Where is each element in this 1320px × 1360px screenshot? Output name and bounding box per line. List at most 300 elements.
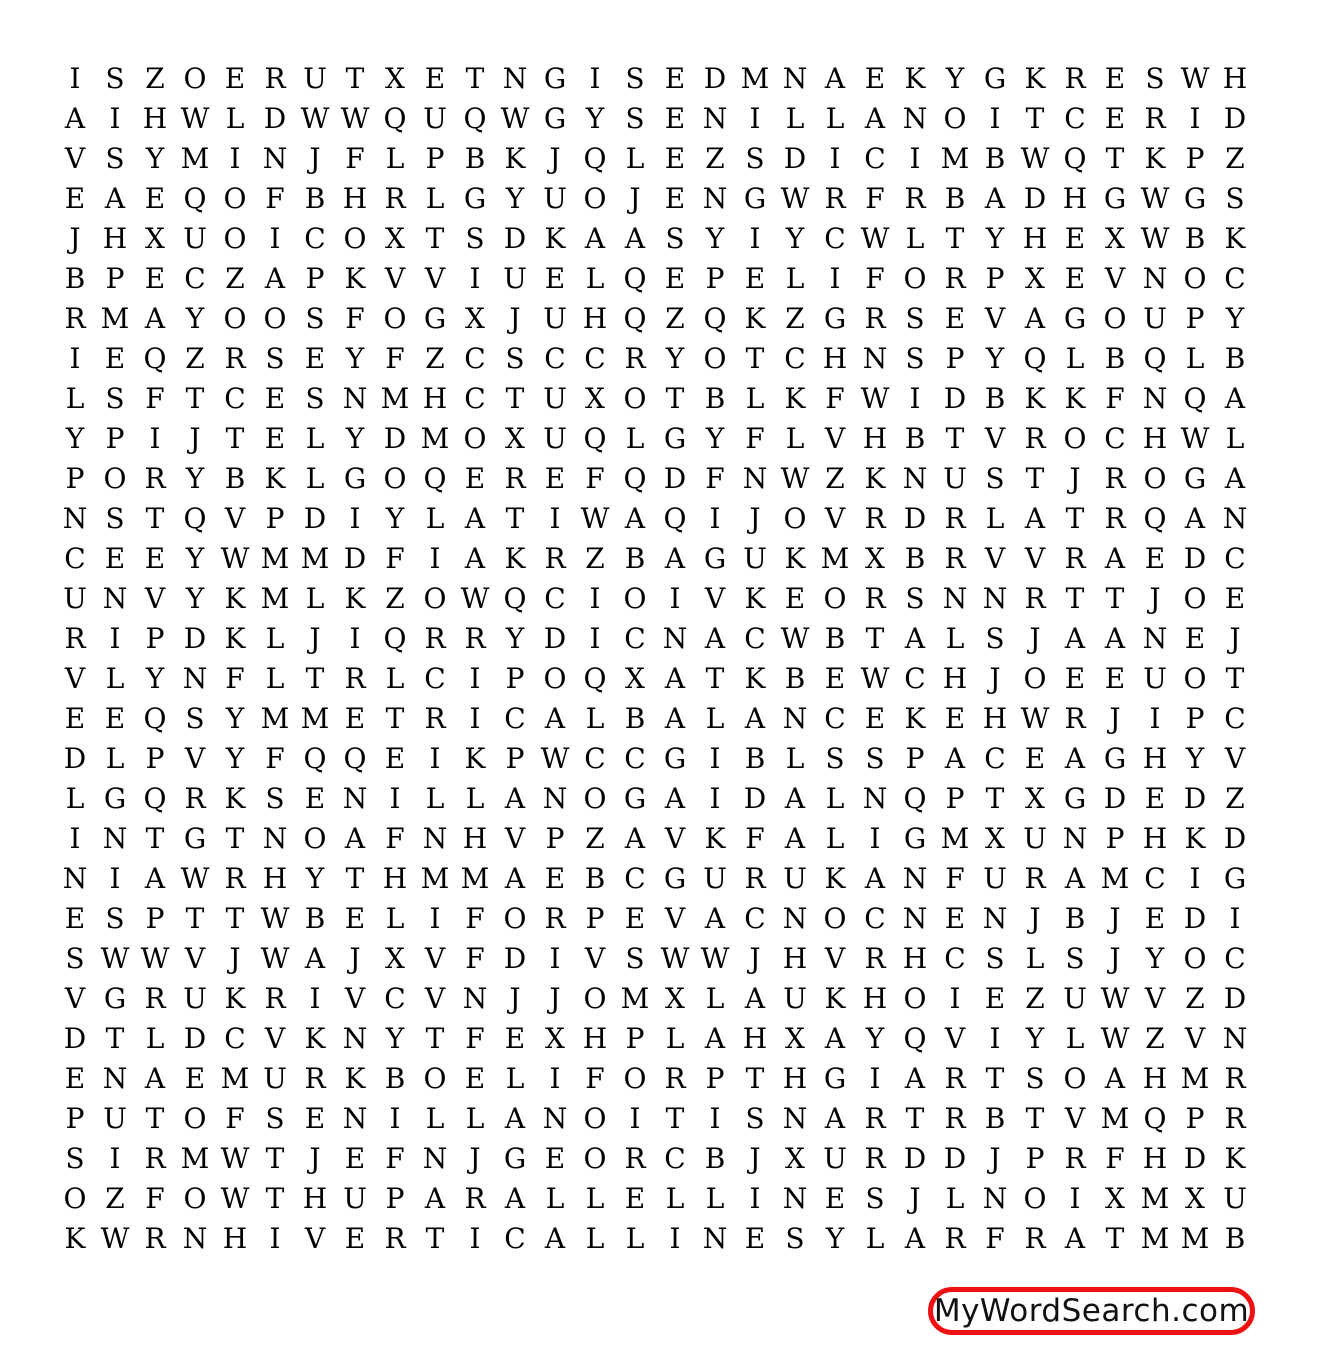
grid-cell-r22-c4[interactable]: T xyxy=(185,902,205,935)
grid-cell-r6-c16[interactable]: E xyxy=(664,262,686,295)
grid-cell-r9-c13[interactable]: U xyxy=(543,382,567,415)
grid-cell-r9-c23[interactable]: D xyxy=(943,382,967,415)
grid-cell-r22-c8[interactable]: E xyxy=(344,902,366,935)
grid-cell-r27-c17[interactable]: I xyxy=(709,1102,721,1135)
grid-cell-r9-c12[interactable]: T xyxy=(505,382,525,415)
grid-cell-r25-c30[interactable]: N xyxy=(1222,1022,1248,1055)
grid-cell-r1-c11[interactable]: T xyxy=(465,62,485,95)
grid-cell-r28-c7[interactable]: J xyxy=(309,1142,321,1175)
grid-cell-r8-c29[interactable]: L xyxy=(1185,342,1205,375)
grid-cell-r21-c25[interactable]: R xyxy=(1024,862,1046,895)
grid-cell-r1-c4[interactable]: O xyxy=(183,62,207,95)
grid-cell-r21-c11[interactable]: M xyxy=(460,862,490,895)
grid-cell-r20-c13[interactable]: P xyxy=(545,822,565,855)
grid-cell-r11-c21[interactable]: K xyxy=(864,462,886,495)
grid-cell-r12-c11[interactable]: A xyxy=(464,502,486,535)
grid-cell-r10-c12[interactable]: X xyxy=(505,422,525,455)
grid-cell-r11-c10[interactable]: Q xyxy=(423,462,447,495)
grid-cell-r23-c21[interactable]: R xyxy=(864,942,886,975)
grid-cell-r15-c25[interactable]: J xyxy=(1029,622,1041,655)
grid-cell-r7-c3[interactable]: A xyxy=(144,302,166,335)
grid-cell-r2-c4[interactable]: W xyxy=(180,102,210,135)
grid-cell-r14-c19[interactable]: E xyxy=(784,582,806,615)
grid-cell-r12-c12[interactable]: T xyxy=(505,502,525,535)
grid-cell-r14-c4[interactable]: Y xyxy=(185,582,205,615)
grid-cell-r20-c12[interactable]: V xyxy=(504,822,526,855)
grid-cell-r6-c19[interactable]: L xyxy=(785,262,805,295)
grid-cell-r15-c28[interactable]: N xyxy=(1142,622,1168,655)
grid-cell-r19-c5[interactable]: K xyxy=(224,782,246,815)
grid-cell-r1-c8[interactable]: T xyxy=(345,62,365,95)
grid-cell-r21-c8[interactable]: T xyxy=(345,862,365,895)
grid-cell-r13-c18[interactable]: U xyxy=(743,542,767,575)
grid-cell-r25-c10[interactable]: T xyxy=(425,1022,445,1055)
grid-cell-r10-c19[interactable]: L xyxy=(785,422,805,455)
grid-cell-r3-c19[interactable]: D xyxy=(783,142,807,175)
grid-cell-r21-c16[interactable]: G xyxy=(663,862,687,895)
grid-cell-r26-c30[interactable]: R xyxy=(1224,1062,1246,1095)
grid-cell-r17-c27[interactable]: J xyxy=(1109,702,1121,735)
grid-cell-r15-c2[interactable]: I xyxy=(109,622,121,655)
grid-cell-r13-c27[interactable]: A xyxy=(1104,542,1126,575)
grid-cell-r16-c7[interactable]: T xyxy=(305,662,325,695)
grid-cell-r20-c4[interactable]: G xyxy=(183,822,207,855)
grid-cell-r9-c3[interactable]: F xyxy=(145,382,165,415)
grid-cell-r30-c27[interactable]: T xyxy=(1105,1222,1125,1255)
grid-cell-r5-c22[interactable]: L xyxy=(905,222,925,255)
grid-cell-r3-c3[interactable]: Y xyxy=(145,142,165,175)
grid-cell-r27-c14[interactable]: O xyxy=(583,1102,607,1135)
grid-cell-r7-c13[interactable]: U xyxy=(543,302,567,335)
grid-cell-r13-c7[interactable]: M xyxy=(300,542,330,575)
grid-cell-r7-c25[interactable]: A xyxy=(1024,302,1046,335)
grid-cell-r7-c6[interactable]: O xyxy=(263,302,287,335)
grid-cell-r15-c22[interactable]: A xyxy=(904,622,926,655)
grid-cell-r24-c9[interactable]: C xyxy=(384,982,406,1015)
grid-cell-r17-c12[interactable]: C xyxy=(504,702,526,735)
grid-cell-r6-c24[interactable]: P xyxy=(985,262,1005,295)
grid-cell-r11-c17[interactable]: F xyxy=(705,462,725,495)
grid-cell-r1-c2[interactable]: S xyxy=(105,62,125,95)
grid-cell-r6-c2[interactable]: P xyxy=(105,262,125,295)
grid-cell-r5-c29[interactable]: B xyxy=(1184,222,1206,255)
grid-cell-r9-c6[interactable]: E xyxy=(264,382,286,415)
grid-cell-r1-c10[interactable]: E xyxy=(424,62,446,95)
grid-cell-r22-c1[interactable]: E xyxy=(64,902,86,935)
grid-cell-r19-c14[interactable]: O xyxy=(583,782,607,815)
grid-cell-r19-c18[interactable]: D xyxy=(743,782,767,815)
grid-cell-r17-c8[interactable]: E xyxy=(344,702,366,735)
grid-cell-r12-c22[interactable]: D xyxy=(903,502,927,535)
grid-cell-r28-c17[interactable]: B xyxy=(704,1142,726,1175)
grid-cell-r15-c3[interactable]: P xyxy=(145,622,165,655)
grid-cell-r22-c6[interactable]: W xyxy=(260,902,290,935)
grid-cell-r21-c22[interactable]: N xyxy=(902,862,928,895)
grid-cell-r10-c28[interactable]: H xyxy=(1142,422,1168,455)
grid-cell-r3-c2[interactable]: S xyxy=(105,142,125,175)
grid-cell-r19-c3[interactable]: Q xyxy=(143,782,167,815)
grid-cell-r3-c22[interactable]: I xyxy=(909,142,921,175)
grid-cell-r11-c22[interactable]: N xyxy=(902,462,928,495)
grid-cell-r22-c12[interactable]: O xyxy=(503,902,527,935)
grid-cell-r8-c30[interactable]: B xyxy=(1224,342,1246,375)
grid-cell-r30-c24[interactable]: F xyxy=(985,1222,1005,1255)
grid-cell-r28-c24[interactable]: J xyxy=(989,1142,1001,1175)
grid-cell-r24-c1[interactable]: V xyxy=(64,982,86,1015)
grid-cell-r25-c7[interactable]: K xyxy=(304,1022,326,1055)
grid-cell-r4-c13[interactable]: U xyxy=(543,182,567,215)
grid-cell-r2-c16[interactable]: E xyxy=(664,102,686,135)
grid-cell-r20-c14[interactable]: Z xyxy=(585,822,605,855)
grid-cell-r16-c9[interactable]: L xyxy=(385,662,405,695)
grid-cell-r27-c2[interactable]: U xyxy=(103,1102,127,1135)
grid-cell-r23-c25[interactable]: L xyxy=(1025,942,1045,975)
grid-cell-r12-c21[interactable]: R xyxy=(864,502,886,535)
grid-cell-r28-c8[interactable]: E xyxy=(344,1142,366,1175)
grid-cell-r3-c23[interactable]: M xyxy=(940,142,970,175)
grid-cell-r30-c10[interactable]: T xyxy=(425,1222,445,1255)
grid-cell-r4-c23[interactable]: B xyxy=(944,182,966,215)
grid-cell-r16-c12[interactable]: P xyxy=(505,662,525,695)
grid-cell-r15-c6[interactable]: L xyxy=(265,622,285,655)
grid-cell-r6-c5[interactable]: Z xyxy=(225,262,245,295)
grid-cell-r2-c17[interactable]: N xyxy=(702,102,728,135)
grid-cell-r28-c3[interactable]: R xyxy=(144,1142,166,1175)
grid-cell-r20-c7[interactable]: O xyxy=(303,822,327,855)
grid-cell-r12-c30[interactable]: N xyxy=(1222,502,1248,535)
grid-cell-r24-c29[interactable]: Z xyxy=(1185,982,1205,1015)
grid-cell-r21-c15[interactable]: C xyxy=(624,862,646,895)
grid-cell-r9-c18[interactable]: L xyxy=(745,382,765,415)
grid-cell-r21-c24[interactable]: U xyxy=(983,862,1007,895)
grid-cell-r11-c11[interactable]: E xyxy=(464,462,486,495)
grid-cell-r30-c15[interactable]: L xyxy=(625,1222,645,1255)
grid-cell-r29-c2[interactable]: Z xyxy=(105,1182,125,1215)
grid-cell-r7-c19[interactable]: Z xyxy=(785,302,805,335)
grid-cell-r4-c6[interactable]: F xyxy=(265,182,285,215)
grid-cell-r8-c8[interactable]: Y xyxy=(345,342,365,375)
grid-cell-r17-c3[interactable]: Q xyxy=(143,702,167,735)
grid-cell-r16-c20[interactable]: E xyxy=(824,662,846,695)
grid-cell-r3-c15[interactable]: L xyxy=(625,142,645,175)
grid-cell-r16-c17[interactable]: T xyxy=(705,662,725,695)
grid-cell-r13-c14[interactable]: Z xyxy=(585,542,605,575)
grid-cell-r5-c30[interactable]: K xyxy=(1224,222,1246,255)
grid-cell-r21-c17[interactable]: U xyxy=(703,862,727,895)
grid-cell-r18-c29[interactable]: Y xyxy=(1185,742,1205,775)
grid-cell-r3-c21[interactable]: C xyxy=(864,142,886,175)
grid-cell-r19-c6[interactable]: S xyxy=(265,782,285,815)
grid-cell-r3-c16[interactable]: E xyxy=(664,142,686,175)
grid-cell-r30-c30[interactable]: B xyxy=(1224,1222,1246,1255)
grid-cell-r22-c30[interactable]: I xyxy=(1229,902,1241,935)
grid-cell-r14-c28[interactable]: J xyxy=(1149,582,1161,615)
grid-cell-r6-c20[interactable]: I xyxy=(829,262,841,295)
grid-cell-r16-c2[interactable]: L xyxy=(105,662,125,695)
grid-cell-r21-c20[interactable]: K xyxy=(824,862,846,895)
grid-cell-r1-c19[interactable]: N xyxy=(782,62,808,95)
grid-cell-r21-c29[interactable]: I xyxy=(1189,862,1201,895)
grid-cell-r1-c6[interactable]: R xyxy=(264,62,286,95)
grid-cell-r7-c12[interactable]: J xyxy=(509,302,521,335)
grid-cell-r15-c21[interactable]: T xyxy=(865,622,885,655)
grid-cell-r26-c8[interactable]: K xyxy=(344,1062,366,1095)
grid-cell-r1-c24[interactable]: G xyxy=(983,62,1007,95)
grid-cell-r4-c3[interactable]: E xyxy=(144,182,166,215)
grid-cell-r2-c24[interactable]: I xyxy=(989,102,1001,135)
grid-cell-r3-c5[interactable]: I xyxy=(229,142,241,175)
grid-cell-r27-c13[interactable]: N xyxy=(542,1102,568,1135)
grid-cell-r27-c27[interactable]: M xyxy=(1100,1102,1130,1135)
grid-cell-r27-c16[interactable]: T xyxy=(665,1102,685,1135)
grid-cell-r7-c7[interactable]: S xyxy=(305,302,325,335)
grid-cell-r24-c4[interactable]: U xyxy=(183,982,207,1015)
grid-cell-r7-c24[interactable]: V xyxy=(984,302,1006,335)
grid-cell-r10-c20[interactable]: V xyxy=(824,422,846,455)
grid-cell-r2-c5[interactable]: L xyxy=(225,102,245,135)
grid-cell-r28-c11[interactable]: J xyxy=(469,1142,481,1175)
grid-cell-r24-c20[interactable]: K xyxy=(824,982,846,1015)
grid-cell-r8-c12[interactable]: S xyxy=(505,342,525,375)
grid-cell-r16-c4[interactable]: N xyxy=(182,662,208,695)
grid-cell-r22-c13[interactable]: R xyxy=(544,902,566,935)
grid-cell-r29-c10[interactable]: A xyxy=(424,1182,446,1215)
grid-cell-r4-c27[interactable]: G xyxy=(1103,182,1127,215)
grid-cell-r19-c25[interactable]: X xyxy=(1025,782,1045,815)
grid-cell-r29-c20[interactable]: E xyxy=(824,1182,846,1215)
grid-cell-r24-c12[interactable]: J xyxy=(509,982,521,1015)
grid-cell-r1-c14[interactable]: I xyxy=(589,62,601,95)
grid-cell-r1-c7[interactable]: U xyxy=(303,62,327,95)
grid-cell-r3-c28[interactable]: K xyxy=(1144,142,1166,175)
grid-cell-r23-c19[interactable]: H xyxy=(782,942,808,975)
grid-cell-r30-c16[interactable]: I xyxy=(669,1222,681,1255)
grid-cell-r12-c26[interactable]: T xyxy=(1065,502,1085,535)
grid-cell-r2-c1[interactable]: A xyxy=(64,102,86,135)
grid-cell-r28-c29[interactable]: D xyxy=(1183,1142,1207,1175)
grid-cell-r24-c14[interactable]: O xyxy=(583,982,607,1015)
grid-cell-r27-c1[interactable]: P xyxy=(65,1102,85,1135)
grid-cell-r23-c24[interactable]: S xyxy=(985,942,1005,975)
grid-cell-r27-c15[interactable]: I xyxy=(629,1102,641,1135)
grid-cell-r19-c24[interactable]: T xyxy=(985,782,1005,815)
grid-cell-r27-c30[interactable]: R xyxy=(1224,1102,1246,1135)
grid-cell-r18-c13[interactable]: W xyxy=(540,742,570,775)
grid-cell-r30-c19[interactable]: S xyxy=(785,1222,805,1255)
grid-cell-r9-c10[interactable]: H xyxy=(422,382,448,415)
grid-cell-r16-c26[interactable]: E xyxy=(1064,662,1086,695)
grid-cell-r12-c7[interactable]: D xyxy=(303,502,327,535)
grid-cell-r5-c20[interactable]: C xyxy=(824,222,846,255)
grid-cell-r21-c26[interactable]: A xyxy=(1064,862,1086,895)
grid-cell-r25-c25[interactable]: Y xyxy=(1025,1022,1045,1055)
grid-cell-r30-c3[interactable]: R xyxy=(144,1222,166,1255)
grid-cell-r30-c25[interactable]: R xyxy=(1024,1222,1046,1255)
grid-cell-r25-c15[interactable]: P xyxy=(625,1022,645,1055)
grid-cell-r29-c5[interactable]: W xyxy=(220,1182,250,1215)
grid-cell-r4-c28[interactable]: W xyxy=(1140,182,1170,215)
grid-cell-r27-c23[interactable]: R xyxy=(944,1102,966,1135)
grid-cell-r12-c1[interactable]: N xyxy=(62,502,88,535)
grid-cell-r11-c7[interactable]: L xyxy=(305,462,325,495)
grid-cell-r5-c24[interactable]: Y xyxy=(985,222,1005,255)
grid-cell-r13-c30[interactable]: C xyxy=(1224,542,1246,575)
grid-cell-r3-c10[interactable]: P xyxy=(425,142,445,175)
grid-cell-r10-c17[interactable]: Y xyxy=(705,422,725,455)
grid-cell-r21-c30[interactable]: G xyxy=(1223,862,1247,895)
grid-cell-r13-c20[interactable]: M xyxy=(820,542,850,575)
grid-cell-r9-c22[interactable]: I xyxy=(909,382,921,415)
grid-cell-r10-c29[interactable]: W xyxy=(1180,422,1210,455)
grid-cell-r18-c24[interactable]: C xyxy=(984,742,1006,775)
grid-cell-r21-c5[interactable]: R xyxy=(224,862,246,895)
grid-cell-r30-c6[interactable]: I xyxy=(269,1222,281,1255)
grid-cell-r20-c23[interactable]: M xyxy=(940,822,970,855)
grid-cell-r28-c26[interactable]: R xyxy=(1064,1142,1086,1175)
grid-cell-r19-c9[interactable]: I xyxy=(389,782,401,815)
grid-cell-r6-c7[interactable]: P xyxy=(305,262,325,295)
grid-cell-r12-c16[interactable]: Q xyxy=(663,502,687,535)
grid-cell-r14-c17[interactable]: V xyxy=(704,582,726,615)
grid-cell-r6-c27[interactable]: V xyxy=(1104,262,1126,295)
grid-cell-r2-c21[interactable]: A xyxy=(864,102,886,135)
grid-cell-r3-c13[interactable]: J xyxy=(549,142,561,175)
grid-cell-r20-c28[interactable]: H xyxy=(1142,822,1168,855)
grid-cell-r25-c5[interactable]: C xyxy=(224,1022,246,1055)
grid-cell-r27-c12[interactable]: A xyxy=(504,1102,526,1135)
grid-cell-r1-c30[interactable]: H xyxy=(1222,62,1248,95)
grid-cell-r18-c7[interactable]: Q xyxy=(303,742,327,775)
grid-cell-r2-c11[interactable]: Q xyxy=(463,102,487,135)
grid-cell-r10-c3[interactable]: I xyxy=(149,422,161,455)
grid-cell-r27-c18[interactable]: S xyxy=(745,1102,765,1135)
grid-cell-r16-c28[interactable]: U xyxy=(1143,662,1167,695)
grid-cell-r15-c11[interactable]: R xyxy=(464,622,486,655)
grid-cell-r6-c4[interactable]: C xyxy=(184,262,206,295)
grid-cell-r4-c16[interactable]: E xyxy=(664,182,686,215)
grid-cell-r20-c29[interactable]: K xyxy=(1184,822,1206,855)
grid-cell-r3-c29[interactable]: P xyxy=(1185,142,1205,175)
grid-cell-r1-c17[interactable]: D xyxy=(703,62,727,95)
grid-cell-r12-c23[interactable]: R xyxy=(944,502,966,535)
grid-cell-r12-c13[interactable]: I xyxy=(549,502,561,535)
grid-cell-r27-c19[interactable]: N xyxy=(782,1102,808,1135)
grid-cell-r5-c1[interactable]: J xyxy=(69,222,81,255)
grid-cell-r19-c15[interactable]: G xyxy=(623,782,647,815)
grid-cell-r11-c18[interactable]: N xyxy=(742,462,768,495)
grid-cell-r22-c23[interactable]: E xyxy=(944,902,966,935)
grid-cell-r20-c15[interactable]: A xyxy=(624,822,646,855)
grid-cell-r7-c30[interactable]: Y xyxy=(1225,302,1245,335)
grid-cell-r24-c23[interactable]: I xyxy=(949,982,961,1015)
grid-cell-r5-c21[interactable]: W xyxy=(860,222,890,255)
grid-cell-r18-c27[interactable]: G xyxy=(1103,742,1127,775)
grid-cell-r8-c1[interactable]: I xyxy=(69,342,81,375)
grid-cell-r23-c3[interactable]: W xyxy=(140,942,170,975)
grid-cell-r4-c18[interactable]: G xyxy=(743,182,767,215)
grid-cell-r25-c24[interactable]: I xyxy=(989,1022,1001,1055)
grid-cell-r1-c9[interactable]: X xyxy=(385,62,405,95)
grid-cell-r13-c3[interactable]: E xyxy=(144,542,166,575)
grid-cell-r18-c19[interactable]: L xyxy=(785,742,805,775)
grid-cell-r30-c28[interactable]: M xyxy=(1140,1222,1170,1255)
grid-cell-r8-c19[interactable]: C xyxy=(784,342,806,375)
grid-cell-r20-c8[interactable]: A xyxy=(344,822,366,855)
grid-cell-r21-c23[interactable]: F xyxy=(945,862,965,895)
grid-cell-r23-c28[interactable]: Y xyxy=(1145,942,1165,975)
grid-cell-r11-c5[interactable]: B xyxy=(224,462,246,495)
grid-cell-r3-c1[interactable]: V xyxy=(64,142,86,175)
grid-cell-r4-c10[interactable]: L xyxy=(425,182,445,215)
grid-cell-r5-c8[interactable]: O xyxy=(343,222,367,255)
grid-cell-r19-c11[interactable]: L xyxy=(465,782,485,815)
grid-cell-r23-c4[interactable]: V xyxy=(184,942,206,975)
grid-cell-r5-c6[interactable]: I xyxy=(269,222,281,255)
grid-cell-r10-c25[interactable]: R xyxy=(1024,422,1046,455)
grid-cell-r14-c23[interactable]: N xyxy=(942,582,968,615)
grid-cell-r12-c25[interactable]: A xyxy=(1024,502,1046,535)
grid-cell-r18-c28[interactable]: H xyxy=(1142,742,1168,775)
grid-cell-r14-c27[interactable]: T xyxy=(1105,582,1125,615)
grid-cell-r22-c19[interactable]: N xyxy=(782,902,808,935)
grid-cell-r20-c20[interactable]: L xyxy=(825,822,845,855)
grid-cell-r7-c11[interactable]: X xyxy=(465,302,485,335)
grid-cell-r22-c10[interactable]: I xyxy=(429,902,441,935)
grid-cell-r5-c15[interactable]: A xyxy=(624,222,646,255)
grid-cell-r23-c12[interactable]: D xyxy=(503,942,527,975)
grid-cell-r28-c9[interactable]: F xyxy=(385,1142,405,1175)
grid-cell-r17-c2[interactable]: E xyxy=(104,702,126,735)
grid-cell-r19-c17[interactable]: I xyxy=(709,782,721,815)
grid-cell-r17-c25[interactable]: W xyxy=(1020,702,1050,735)
grid-cell-r8-c28[interactable]: Q xyxy=(1143,342,1167,375)
grid-cell-r19-c29[interactable]: D xyxy=(1183,782,1207,815)
grid-cell-r23-c1[interactable]: S xyxy=(65,942,85,975)
grid-cell-r22-c18[interactable]: C xyxy=(744,902,766,935)
grid-cell-r16-c14[interactable]: Q xyxy=(583,662,607,695)
grid-cell-r30-c22[interactable]: A xyxy=(904,1222,926,1255)
grid-cell-r29-c11[interactable]: R xyxy=(464,1182,486,1215)
grid-cell-r25-c21[interactable]: Y xyxy=(865,1022,885,1055)
grid-cell-r27-c9[interactable]: I xyxy=(389,1102,401,1135)
grid-cell-r13-c26[interactable]: R xyxy=(1064,542,1086,575)
grid-cell-r25-c28[interactable]: Z xyxy=(1145,1022,1165,1055)
grid-cell-r20-c16[interactable]: V xyxy=(664,822,686,855)
grid-cell-r10-c5[interactable]: T xyxy=(225,422,245,455)
grid-cell-r4-c11[interactable]: G xyxy=(463,182,487,215)
grid-cell-r9-c4[interactable]: T xyxy=(185,382,205,415)
grid-cell-r14-c21[interactable]: R xyxy=(864,582,886,615)
grid-cell-r18-c30[interactable]: V xyxy=(1224,742,1246,775)
grid-cell-r18-c15[interactable]: C xyxy=(624,742,646,775)
grid-cell-r11-c27[interactable]: R xyxy=(1104,462,1126,495)
grid-cell-r4-c19[interactable]: W xyxy=(780,182,810,215)
grid-cell-r13-c1[interactable]: C xyxy=(64,542,86,575)
grid-cell-r3-c20[interactable]: I xyxy=(829,142,841,175)
grid-cell-r10-c23[interactable]: T xyxy=(945,422,965,455)
grid-cell-r24-c2[interactable]: G xyxy=(103,982,127,1015)
grid-cell-r17-c10[interactable]: R xyxy=(424,702,446,735)
grid-cell-r25-c27[interactable]: W xyxy=(1100,1022,1130,1055)
grid-cell-r17-c1[interactable]: E xyxy=(64,702,86,735)
grid-cell-r20-c6[interactable]: N xyxy=(262,822,288,855)
grid-cell-r11-c2[interactable]: O xyxy=(103,462,127,495)
grid-cell-r13-c17[interactable]: G xyxy=(703,542,727,575)
grid-cell-r26-c25[interactable]: S xyxy=(1025,1062,1045,1095)
grid-cell-r5-c28[interactable]: W xyxy=(1140,222,1170,255)
grid-cell-r26-c27[interactable]: A xyxy=(1104,1062,1126,1095)
grid-cell-r21-c27[interactable]: M xyxy=(1100,862,1130,895)
